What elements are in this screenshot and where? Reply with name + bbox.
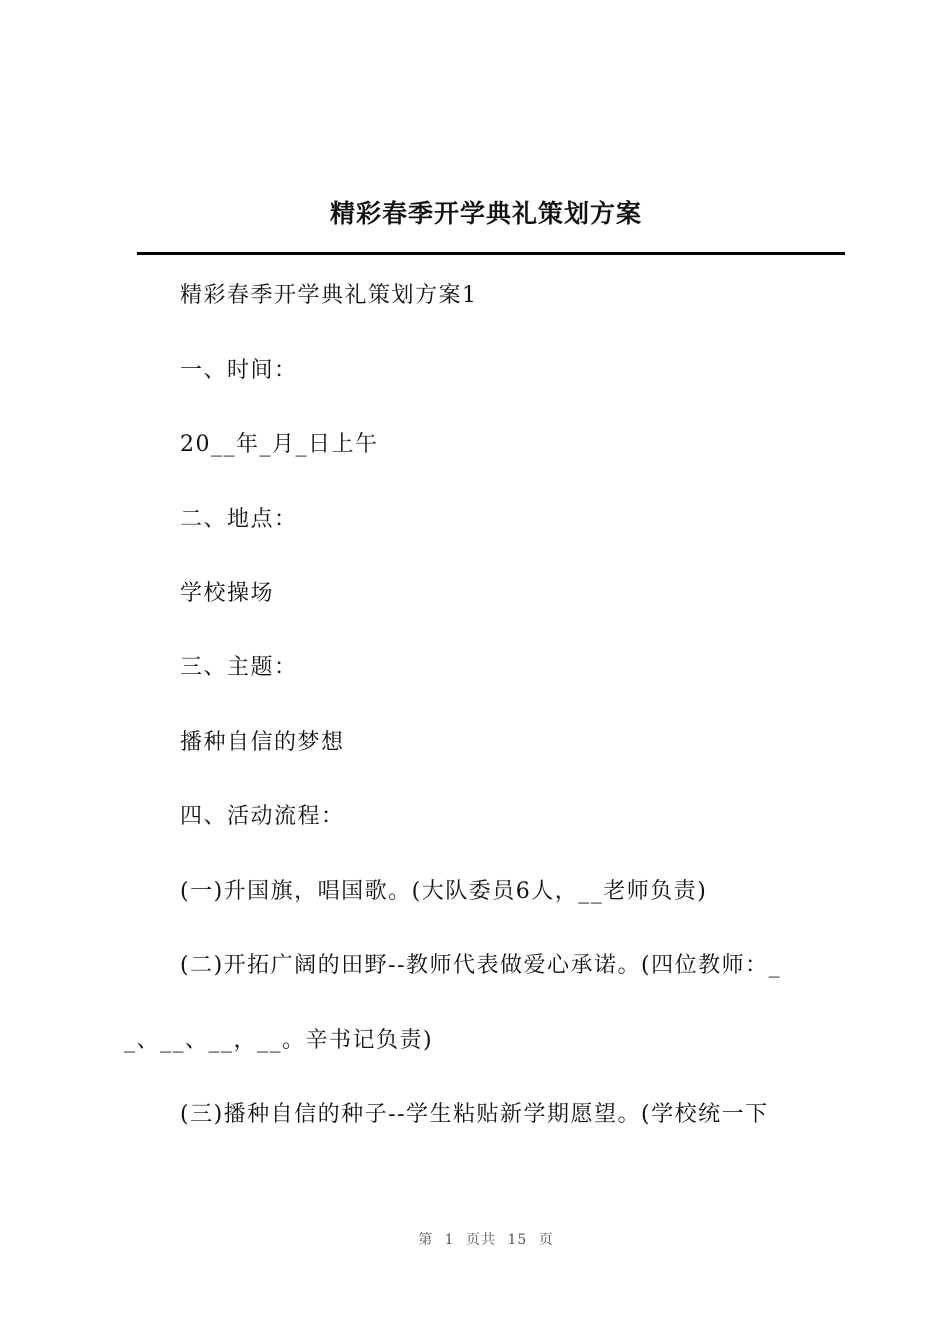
paragraph-theme: 播种自信的梦想 [180, 730, 345, 755]
section-heading-location: 二、地点： [180, 507, 298, 532]
section-heading: 精彩春季开学典礼策划方案1 [180, 283, 478, 308]
paragraph-location: 学校操场 [180, 581, 275, 606]
section-heading-process: 四、活动流程： [180, 804, 345, 829]
paragraph-time: 20__年_月_日上午 [180, 432, 379, 457]
paragraph-step-1: (一)升国旗，唱国歌。(大队委员6人，__老师负责) [180, 879, 708, 904]
page-footer: 第 1 页共 15 页 [418, 1232, 554, 1248]
paragraph-step-2-continued: _、__、__，__。辛书记负责) [124, 1028, 434, 1053]
section-heading-time: 一、时间： [180, 358, 298, 383]
paragraph-step-3: (三)播种自信的种子--学生粘贴新学期愿望。(学校统一下 [180, 1102, 769, 1127]
document-title: 精彩春季开学典礼策划方案 [329, 199, 642, 228]
title-divider [137, 252, 845, 255]
section-heading-theme: 三、主题： [180, 655, 298, 680]
paragraph-step-2: (二)开拓广阔的田野--教师代表做爱心承诺。(四位教师：_ [180, 953, 782, 978]
